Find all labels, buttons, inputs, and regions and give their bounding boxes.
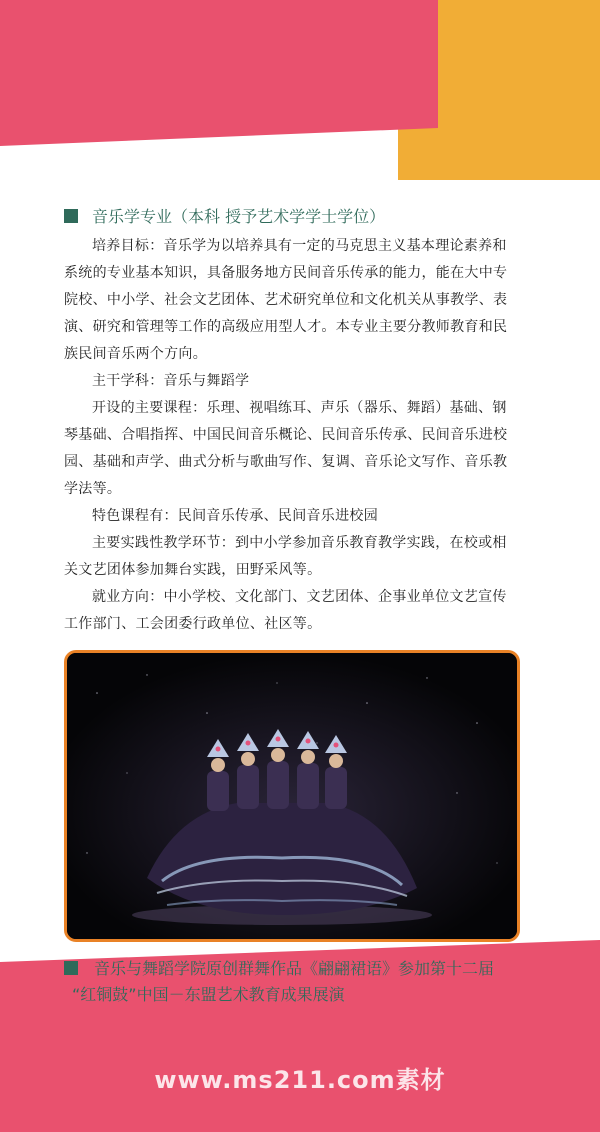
paragraph-objective: 培养目标：音乐学为以培养具有一定的马克思主义基本理论素养和系统的专业基本知识，具备服务地方民间音乐传承的能力，能在大中专院校、中小学、社会文艺团体、艺术研究单位和文化机关从事教学、表演、研究和管理等工作的高级应用型人才。本专业主要分教师教育和民族民间音乐两个方向。 (64, 238, 508, 362)
caption-line-2: “红铜鼓”中国－东盟艺术教育成果展演 (72, 985, 345, 1004)
caption-line-1: 音乐与舞蹈学院原创群舞作品《翩翩裙语》参加第十二届 (94, 959, 495, 978)
paragraph-featured-courses: 特色课程有：民间音乐传承、民间音乐进校园 (92, 508, 378, 524)
section-heading (64, 204, 520, 227)
performance-photo (64, 650, 520, 942)
top-pink-shape (0, 0, 600, 160)
paragraph-courses: 开设的主要课程：乐理、视唱练耳、声乐（器乐、舞蹈）基础、钢琴基础、合唱指挥、中国民间音乐概论、民间音乐传承、民间音乐进校园、基础和声学、曲式分析与歌曲写作、复调、音乐论文写作、音乐教学法等。 (64, 400, 508, 497)
paragraph-practice: 主要实践性教学环节：到中小学参加音乐教育教学实践，在校或相关文艺团体参加舞台实践，田野采风等。 (64, 535, 507, 578)
major-section (64, 204, 520, 638)
watermark: www.ms211.com素材 (154, 1066, 446, 1094)
photo-caption (64, 956, 534, 1008)
paragraph-employment: 就业方向：中小学校、文化部门、文艺团体、企事业单位文艺宣传工作部门、工会团委行政单位、社区等。 (64, 589, 507, 632)
heading-text: 音乐学专业（本科 授予艺术学学士学位） (92, 207, 386, 226)
dance-performance-image (67, 653, 517, 939)
heading-square-icon (64, 209, 78, 223)
paragraph-main-discipline: 主干学科：音乐与舞蹈学 (92, 373, 250, 389)
caption-square-icon (64, 961, 78, 975)
